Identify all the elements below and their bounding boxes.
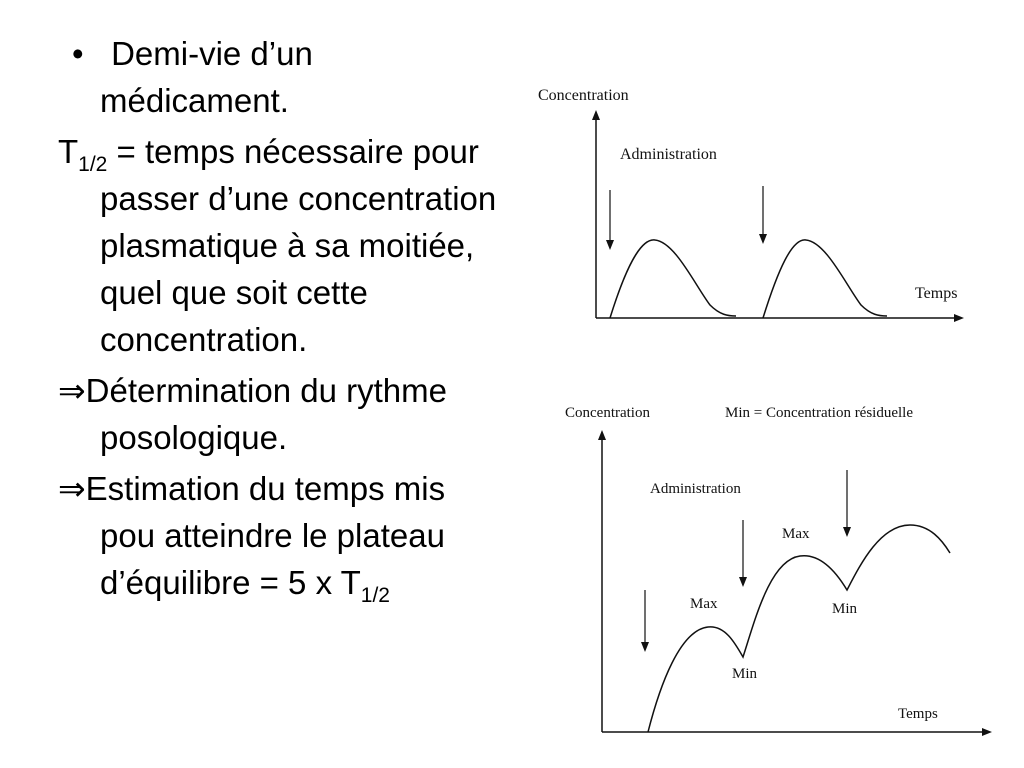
plateau-subscript: 1/2: [360, 584, 390, 607]
t-symbol: T: [58, 133, 79, 170]
fig2-y-axis-label: Concentration: [565, 405, 650, 421]
fig2-min-label-1: Min: [732, 666, 758, 682]
item-plateau-text: Estimation du temps mis pou atteindre le plateau d’équilibre = 5 x T: [85, 470, 446, 601]
fig1-dose-arrow-1-head: [606, 240, 614, 250]
fig2-min-label-2: Min: [832, 601, 858, 617]
fig2-max-label-1: Max: [690, 596, 718, 612]
fig1-concentration-curve-2: [763, 240, 887, 318]
fig1-x-axis-label: Temps: [915, 285, 958, 302]
item-plateau: [58, 465, 508, 606]
item-half-life-text: Demi-vie d’un médicament.: [100, 35, 313, 119]
definition-paragraph: [58, 128, 508, 363]
text-column: [58, 30, 508, 610]
item-rhythm-text: Détermination du rythme posologique.: [85, 372, 447, 456]
fig2-admin-label: Administration: [650, 481, 741, 497]
implies-arrow-icon: ⇒: [58, 372, 86, 409]
fig2-dose-arrow-3-head: [843, 527, 851, 537]
fig1-concentration-curve-1: [610, 240, 736, 318]
fig2-dose-arrow-2-head: [739, 577, 747, 587]
fig2-residual-note: Min = Concentration résiduelle: [725, 405, 913, 421]
item-rhythm: [58, 367, 508, 461]
fig1-x-axis-arrowhead: [954, 314, 964, 322]
bullet-item-half-life: [58, 30, 508, 124]
definition-text: = temps nécessaire pour passer d’une concentration plasmatique à sa moitiée, quel que soit cette concentration.: [100, 133, 497, 358]
fig2-x-axis-arrowhead: [982, 728, 992, 736]
fig1-y-axis-arrowhead: [592, 110, 600, 120]
fig2-max-label-2: Max: [782, 526, 810, 542]
bullet-icon: •: [72, 35, 84, 72]
fig2-x-axis-label: Temps: [898, 706, 938, 722]
t-subscript: 1/2: [78, 153, 108, 176]
fig2-concentration-curve: [648, 525, 950, 732]
fig1-dose-arrow-2-head: [759, 234, 767, 244]
figure-repeated-dose: [560, 395, 1000, 745]
implies-arrow-icon: ⇒: [58, 470, 86, 507]
fig2-dose-arrow-1-head: [641, 642, 649, 652]
fig2-y-axis-arrowhead: [598, 430, 606, 440]
fig1-y-axis-label: Concentration: [538, 87, 629, 104]
figure-single-dose: [530, 80, 980, 330]
fig1-admin-label: Administration: [620, 146, 717, 163]
